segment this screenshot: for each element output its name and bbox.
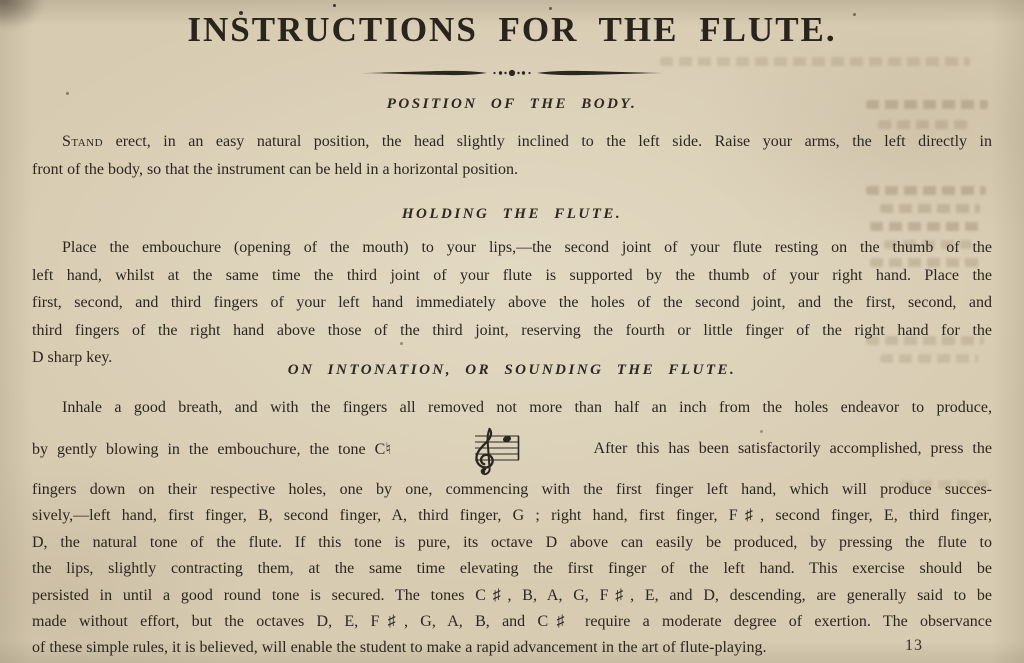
small-caps-lead: Stand bbox=[62, 133, 104, 150]
treble-clef-staff-icon bbox=[461, 420, 523, 478]
page-title: INSTRUCTIONS FOR THE FLUTE. bbox=[187, 10, 837, 49]
text-line: Inhale a good breath, and with the fingers all removed not more than half an inch from the holes endeavor to produce, bbox=[62, 399, 992, 416]
text-line: fingers down on their respective holes, one by one, commencing with the first finger left hand, which will produce succes- bbox=[32, 481, 992, 498]
scan-speck bbox=[66, 92, 69, 95]
text-before-music: by gently blowing in the embouchure, the tone C♮ bbox=[32, 441, 391, 458]
text-line: made without effort, but the octaves D, E, F♯, G, A, B, and C♯ require a moderate degree of exertion. The observance bbox=[32, 613, 992, 631]
scan-speck bbox=[333, 4, 336, 7]
text-line: left hand, whilst at the same time the third joint of your flute is supported by the thumb of your right hand. Place the bbox=[32, 266, 992, 284]
text-line: Stand erect, in an easy natural position, the head slightly inclined to the left side. Raise your arms, the left directly in bbox=[62, 133, 993, 150]
section-heading-position-of-the-body: POSITION OF THE BODY. bbox=[386, 96, 638, 112]
tapered-rule-icon bbox=[357, 66, 667, 80]
paragraph-holding-the-flute bbox=[32, 234, 992, 372]
text-line: the lips, slightly contracting them, at the same time elevating the first finger of the left hand. This exercise should be bbox=[32, 560, 992, 578]
section-heading-on-intonation: ON INTONATION, OR SOUNDING THE FLUTE. bbox=[287, 362, 737, 378]
text-after-music: After this has been satisfactorily accomplished, press the bbox=[593, 440, 992, 457]
text-line: D, the natural tone of the flute. If this tone is pure, its octave D above can easily be produced, by pressing the flute to bbox=[32, 533, 992, 551]
showthrough-text bbox=[660, 57, 970, 66]
page-number: 13 bbox=[905, 637, 923, 654]
music-example-line bbox=[32, 420, 992, 478]
text-line: front of the body, so that the instrument can be held in a horizontal position. bbox=[32, 161, 518, 178]
text-line: sively,—left hand, first finger, B, second finger, A, third finger, G ; right hand, first finger, F♯, second finger, E, third finger, bbox=[32, 507, 992, 525]
text-line: third fingers of the right hand above those of the third joint, reserving the fourth or little finger of the right hand for the bbox=[32, 321, 992, 339]
text-line: persisted in until a good round tone is secured. The tones C♯, B, A, G, F♯, E, and D, descending, are generally said to be bbox=[32, 586, 992, 604]
text-line: of these simple rules, it is believed, will enable the student to make a rapid advancement in the art of flute-playing. bbox=[32, 639, 767, 657]
text-line: first, second, and third fingers of your left hand immediately above the holes of the second joint, and the first, second, and bbox=[32, 294, 992, 311]
ornament-divider bbox=[32, 66, 992, 80]
text-line: Place the embouchure (opening of the mouth) to your lips,—the second joint of your flute resting on the thumb of the bbox=[62, 239, 992, 256]
paragraph-position-of-the-body bbox=[32, 128, 992, 184]
section-heading-holding-the-flute: HOLDING THE FLUTE. bbox=[401, 206, 623, 222]
text-line: D sharp key. bbox=[32, 349, 113, 366]
treble-clef-staff-figure bbox=[461, 420, 523, 478]
paragraph-intonation-rest bbox=[32, 477, 992, 662]
paragraph-intonation-first-line bbox=[32, 394, 992, 422]
showthrough-text bbox=[866, 186, 986, 195]
showthrough-text bbox=[870, 222, 982, 231]
